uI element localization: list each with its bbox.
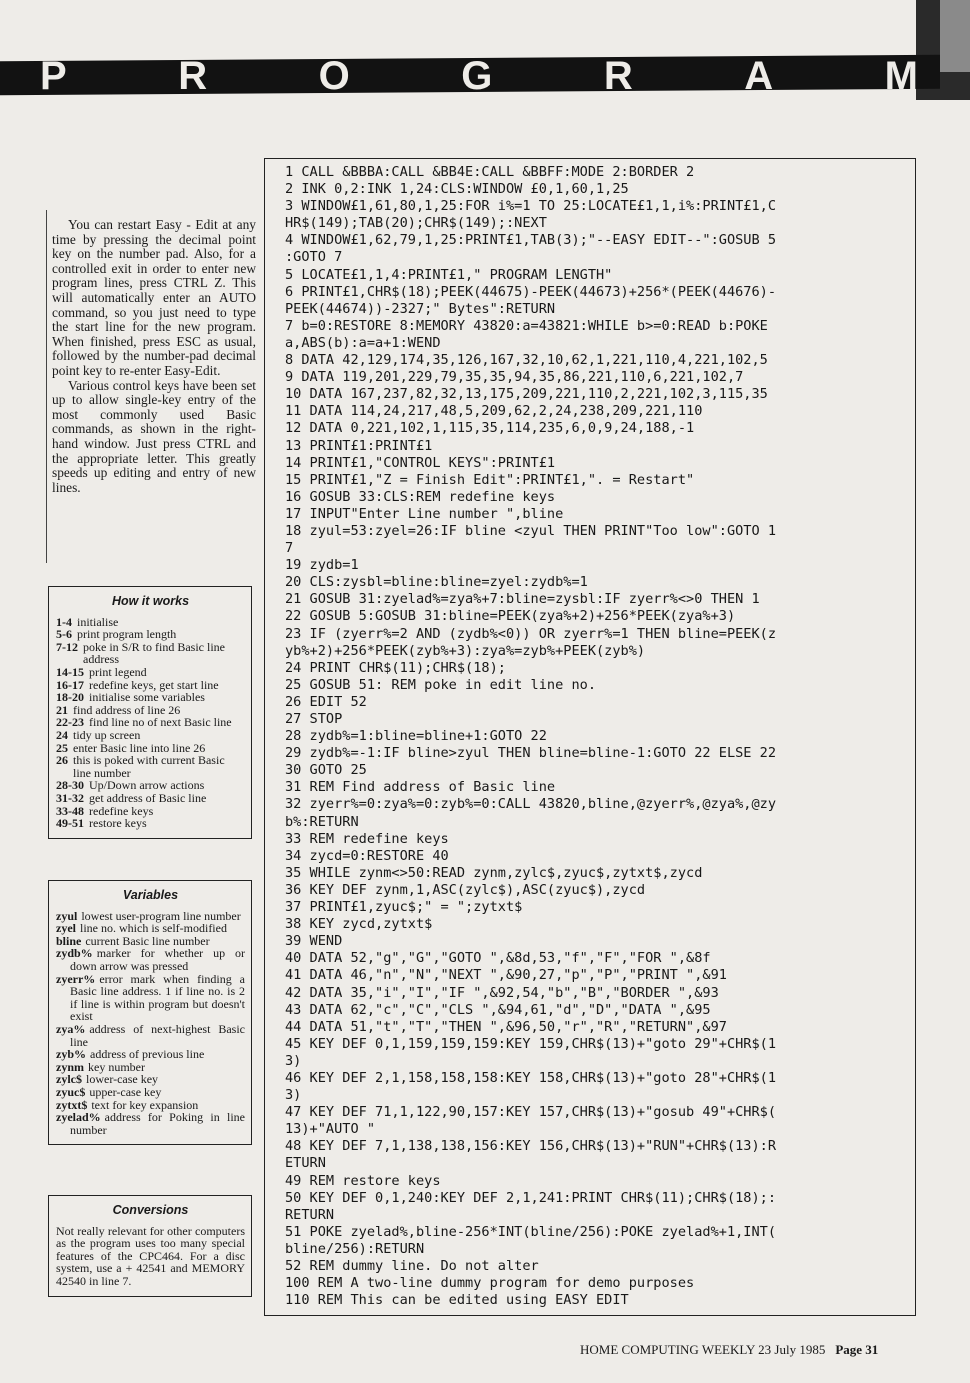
column-rule [46, 210, 47, 563]
code-line: 39 WEND [285, 933, 343, 950]
how-it-works-item [56, 805, 245, 818]
variable-name: zyel [56, 921, 76, 936]
line-range: 24 [56, 727, 68, 742]
code-line: 10 DATA 167,237,82,32,13,175,209,221,110,2,221,102,3,115,35 [285, 386, 768, 403]
code-line: 21 GOSUB 31:zyelad%=zya%+7:bline=zysbl:IF zyerr%<>0 THEN 1 [285, 591, 760, 608]
line-range: 1-4 [56, 614, 72, 629]
variable-description: marker for whether up or down arrow was pressed [70, 946, 245, 973]
how-it-works-item [56, 641, 245, 666]
conversions-title: Conversions [112, 1203, 189, 1217]
code-line: 9 DATA 119,201,229,79,35,35,94,35,86,221,110,6,221,102,7 [285, 369, 744, 386]
code-line: 33 REM redefine keys [285, 830, 449, 847]
code-line: 3) [285, 1052, 302, 1069]
code-line: 5 LOCATE£1,1,4:PRINT£1," PROGRAM LENGTH" [285, 266, 613, 283]
code-line: 12 DATA 0,221,102,1,115,35,114,235,6,0,9,24,188,-1 [285, 420, 695, 437]
code-line: 29 zydb%=-1:IF bline>zyul THEN bline=bline-1:GOTO 22 ELSE 22 [285, 745, 777, 762]
variable-name: zyb% [56, 1047, 86, 1062]
variable-item [56, 973, 245, 1023]
conversions-box [48, 1195, 252, 1297]
code-line: a,ABS(b):a=a+1:WEND [285, 334, 441, 351]
line-description: poke in S/R to find Basic line address [83, 639, 225, 667]
code-line: 17 INPUT"Enter Line number ",bline [285, 505, 564, 522]
line-range: 7-12 [56, 639, 78, 654]
code-line: 41 DATA 46,"n","N","NEXT ",&90,27,"p","P","PRINT ",&91 [285, 967, 727, 984]
banner-letter: R [178, 54, 210, 98]
banner-letter: M [884, 54, 920, 98]
code-line: 45 KEY DEF 0,1,159,159,159:KEY 159,CHR$(13)+"goto 29"+CHR$(1 [285, 1035, 777, 1052]
code-line: RETURN [285, 1206, 335, 1223]
corner-tab-shade [940, 0, 970, 72]
variables-title: Variables [122, 888, 179, 902]
line-range: 26 [56, 753, 68, 768]
code-line: 47 KEY DEF 71,1,122,90,157:KEY 157,CHR$(13)+"gosub 49"+CHR$( [285, 1104, 777, 1121]
line-range: 28-30 [56, 778, 84, 793]
variable-name: zyerr% [56, 971, 96, 986]
code-line: 3 WINDOW£1,61,80,1,25:FOR i%=1 TO 25:LOCATE£1,1,i%:PRINT£1,C [285, 198, 777, 215]
how-it-works-item [56, 792, 245, 805]
line-description: find line no of next Basic line [89, 715, 232, 730]
line-range: 14-15 [56, 664, 84, 679]
intro-text [52, 218, 256, 495]
how-it-works-item [56, 691, 245, 704]
code-line: 15 PRINT£1,"Z = Finish Edit":PRINT£1,". = Restart" [285, 471, 695, 488]
variable-name: zyelad% [56, 1110, 101, 1125]
code-line: 16 GOSUB 33:CLS:REM redefine keys [285, 488, 556, 505]
program-listing [264, 158, 916, 1316]
conversions-text: Not really relevant for other computers as the program uses too many special features of the CPC464. For a disc system, use a + 42541 and MEMORY 42540 in line 7. [56, 1223, 245, 1288]
code-line: yb%+2)+256*PEEK(zyb%+3):zya%=zyb%+PEEK(zyb%) [285, 642, 646, 659]
variable-description: upper-case key [89, 1084, 162, 1099]
line-range: 49-51 [56, 816, 84, 831]
banner-letter: R [603, 54, 635, 98]
line-description: print legend [89, 664, 147, 679]
page-number: Page 31 [835, 1342, 879, 1357]
line-range: 18-20 [56, 690, 84, 705]
code-line: 11 DATA 114,24,217,48,5,209,62,2,24,238,209,221,110 [285, 403, 703, 420]
code-line: 36 KEY DEF zynm,1,ASC(zylc$),ASC(zyuc$),zycd [285, 881, 646, 898]
line-description: tidy up screen [73, 727, 141, 742]
code-line: 7 b=0:RESTORE 8:MEMORY 43820:a=43821:WHILE b>=0:READ b:POKE [285, 317, 768, 334]
variable-description: text for key expansion [91, 1097, 199, 1112]
code-line: 23 IF (zyerr%=2 AND (zydb%<0)) OR zyerr%=1 THEN bline=PEEK(z [285, 625, 777, 642]
code-line: 14 PRINT£1,"CONTROL KEYS":PRINT£1 [285, 454, 556, 471]
code-line: 38 KEY zycd,zytxt$ [285, 916, 433, 933]
line-range: 33-48 [56, 803, 84, 818]
variables-list [56, 910, 245, 1137]
code-line: 42 DATA 35,"i","I","IF ",&92,54,"b","B","BORDER ",&93 [285, 984, 719, 1001]
how-it-works-item [56, 628, 245, 641]
variable-name: zytxt$ [56, 1097, 88, 1112]
code-line: b%:RETURN [285, 813, 359, 830]
section-banner-letters [40, 54, 920, 98]
intro-paragraph-2: Various control keys have been set up to allow single-key entry of the most commonly used Basic commands, as shown in the right-hand window. Just press CTRL and the appropriate letter. This greatly speeds up editing and entry of new lines. [52, 377, 256, 495]
code-line: 3) [285, 1087, 302, 1104]
line-description: this is poked with current Basic line number [73, 753, 225, 780]
line-range: 5-6 [56, 627, 72, 642]
code-line: PEEK(44674))-2327;" Bytes":RETURN [285, 300, 556, 317]
variable-description: error mark when finding a Basic line address. 1 if line no. is 2 if line is within program but doesn't exist [70, 971, 245, 1024]
code-line: 46 KEY DEF 2,1,158,158,158:KEY 158,CHR$(13)+"goto 28"+CHR$(1 [285, 1069, 777, 1086]
code-line: 22 GOSUB 5:GOSUB 31:bline=PEEK(zya%+2)+256*PEEK(zya%+3) [285, 608, 736, 625]
code-line: 28 zydb%=1:bline=bline+1:GOTO 22 [285, 728, 547, 745]
code-line: 37 PRINT£1,zyuc$;" = ";zytxt$ [285, 899, 523, 916]
variable-item [56, 1111, 245, 1136]
variable-description: key number [88, 1059, 145, 1074]
variable-description: address for Poking in line number [70, 1110, 245, 1137]
code-line: 18 zyul=53:zyel=26:IF bline <zyul THEN PRINT"Too low":GOTO 1 [285, 522, 777, 539]
line-description: Up/Down arrow actions [89, 778, 205, 793]
code-line: 13 PRINT£1:PRINT£1 [285, 437, 433, 454]
line-range: 16-17 [56, 677, 84, 692]
how-it-works-box [48, 586, 252, 839]
how-it-works-item [56, 754, 245, 779]
code-line: 44 DATA 51,"t","T","THEN ",&96,50,"r","R","RETURN",&97 [285, 1018, 727, 1035]
code-line: 20 CLS:zysbl=bline:bline=zyel:zydb%=1 [285, 574, 588, 591]
how-it-works-item [56, 817, 245, 830]
code-line: 24 PRINT CHR$(11);CHR$(18); [285, 659, 506, 676]
variable-description: current Basic line number [85, 933, 210, 948]
line-description: initialise some variables [89, 690, 205, 705]
banner-letter: P [40, 54, 69, 98]
code-line: 2 INK 0,2:INK 1,24:CLS:WINDOW £0,1,60,1,25 [285, 181, 629, 198]
line-description: get address of Basic line [89, 790, 207, 805]
code-line: 25 GOSUB 51: REM poke in edit line no. [285, 676, 596, 693]
line-range: 22-23 [56, 715, 84, 730]
code-line: 52 REM dummy line. Do not alter [285, 1258, 539, 1274]
code-line: 48 KEY DEF 7,1,138,138,156:KEY 156,CHR$(13)+"RUN"+CHR$(13):R [285, 1138, 777, 1155]
variable-item [56, 947, 245, 972]
variable-description: line no. which is self-modified [80, 921, 227, 936]
code-line: 19 zydb=1 [285, 557, 359, 574]
intro-paragraph-1: You can restart Easy - Edit at any time by pressing the decimal point key on the number pad. Also, for a controlled exit in order to enter new program lines, press CTRL Z. This will automatically enter an AUTO command, so you just need to type the start line for the new program. When finished, press ESC as usual, followed by the number-pad decimal point key to re-enter Easy-Edit. [52, 217, 256, 378]
code-line: 43 DATA 62,"c","C","CLS ",&94,61,"d","D","DATA ",&95 [285, 1001, 711, 1018]
variable-description: lower-case key [86, 1072, 159, 1087]
code-line: 100 REM A two-line dummy program for demo purposes [285, 1275, 695, 1292]
publication-line: HOME COMPUTING WEEKLY 23 July 1985 [580, 1342, 826, 1357]
variable-name: zyul [56, 908, 78, 923]
line-description: find address of line 26 [73, 702, 181, 717]
code-line: 13)+"AUTO " [285, 1121, 376, 1138]
how-it-works-title: How it works [111, 594, 190, 608]
code-line: 27 STOP [285, 711, 343, 727]
code-line: 110 REM This can be edited using EASY EDIT [285, 1292, 629, 1309]
line-description: enter Basic line into line 26 [73, 740, 206, 755]
line-description: redefine keys [89, 803, 154, 818]
code-line: bline/256):RETURN [285, 1240, 425, 1257]
banner-letter: A [744, 54, 776, 98]
variable-description: address of previous line [90, 1047, 205, 1062]
code-line: HR$(149);TAB(20);CHR$(149);:NEXT [285, 215, 547, 232]
how-it-works-list [56, 616, 245, 830]
code-line: 8 DATA 42,129,174,35,126,167,32,10,62,1,221,110,4,221,102,5 [285, 352, 768, 369]
code-line: 34 zycd=0:RESTORE 40 [285, 847, 449, 864]
code-line: 7 [285, 540, 294, 557]
variable-name: zydb% [56, 946, 93, 961]
code-line: 30 GOTO 25 [285, 762, 367, 779]
line-description: restore keys [89, 816, 147, 831]
code-line: 35 WHILE zynm<>50:READ zynm,zylc$,zyuc$,zytxt$,zycd [285, 864, 703, 881]
line-range: 31-32 [56, 790, 84, 805]
code-line: 26 EDIT 52 [285, 693, 367, 710]
variable-description: address of next-highest Basic line [70, 1021, 245, 1049]
line-description: redefine keys, get start line [89, 677, 219, 692]
code-line: 1 CALL &BBBA:CALL &BB4E:CALL &BBFF:MODE 2:BORDER 2 [285, 164, 695, 180]
variable-description: lowest user-program line number [81, 908, 241, 923]
code-line: 31 REM Find address of Basic line [285, 779, 556, 796]
variable-name: zyuc$ [56, 1084, 86, 1099]
line-range: 21 [56, 702, 68, 717]
banner-letter: G [461, 54, 495, 98]
page-footer [580, 1342, 878, 1358]
line-description: print program length [77, 627, 177, 642]
variable-name: zya% [56, 1021, 86, 1036]
code-line: 32 zyerr%=0:zya%=0:zyb%=0:CALL 43820,bline,@zyerr%,@zya%,@zy [285, 796, 777, 813]
line-description: initialise [77, 614, 119, 629]
code-line: :GOTO 7 [285, 249, 343, 266]
variable-name: zylc$ [56, 1072, 82, 1087]
how-it-works-item [56, 666, 245, 679]
how-it-works-item [56, 729, 245, 742]
variable-name: zynm [56, 1059, 84, 1074]
variable-item [56, 1023, 245, 1048]
banner-letter: O [318, 54, 352, 98]
code-line: 49 REM restore keys [285, 1172, 441, 1189]
code-line: 40 DATA 52,"g","G","GOTO ",&8d,53,"f","F","FOR ",&8f [285, 950, 711, 967]
code-line: 6 PRINT£1,CHR$(18);PEEK(44675)-PEEK(44673)+256*(PEEK(44676)- [285, 283, 777, 300]
line-range: 25 [56, 740, 68, 755]
variables-box [48, 880, 252, 1145]
code-line: 4 WINDOW£1,62,79,1,25:PRINT£1,TAB(3);"--EASY EDIT--":GOSUB 5 [285, 232, 777, 249]
code-line: ETURN [285, 1155, 326, 1172]
code-line: 51 POKE zyelad%,bline-256*INT(bline/256):POKE zyelad%+1,INT( [285, 1223, 777, 1240]
variable-name: bline [56, 933, 82, 948]
code-line: 50 KEY DEF 0,1,240:KEY DEF 2,1,241:PRINT CHR$(11);CHR$(18);: [285, 1189, 777, 1206]
variable-item [56, 1048, 245, 1061]
